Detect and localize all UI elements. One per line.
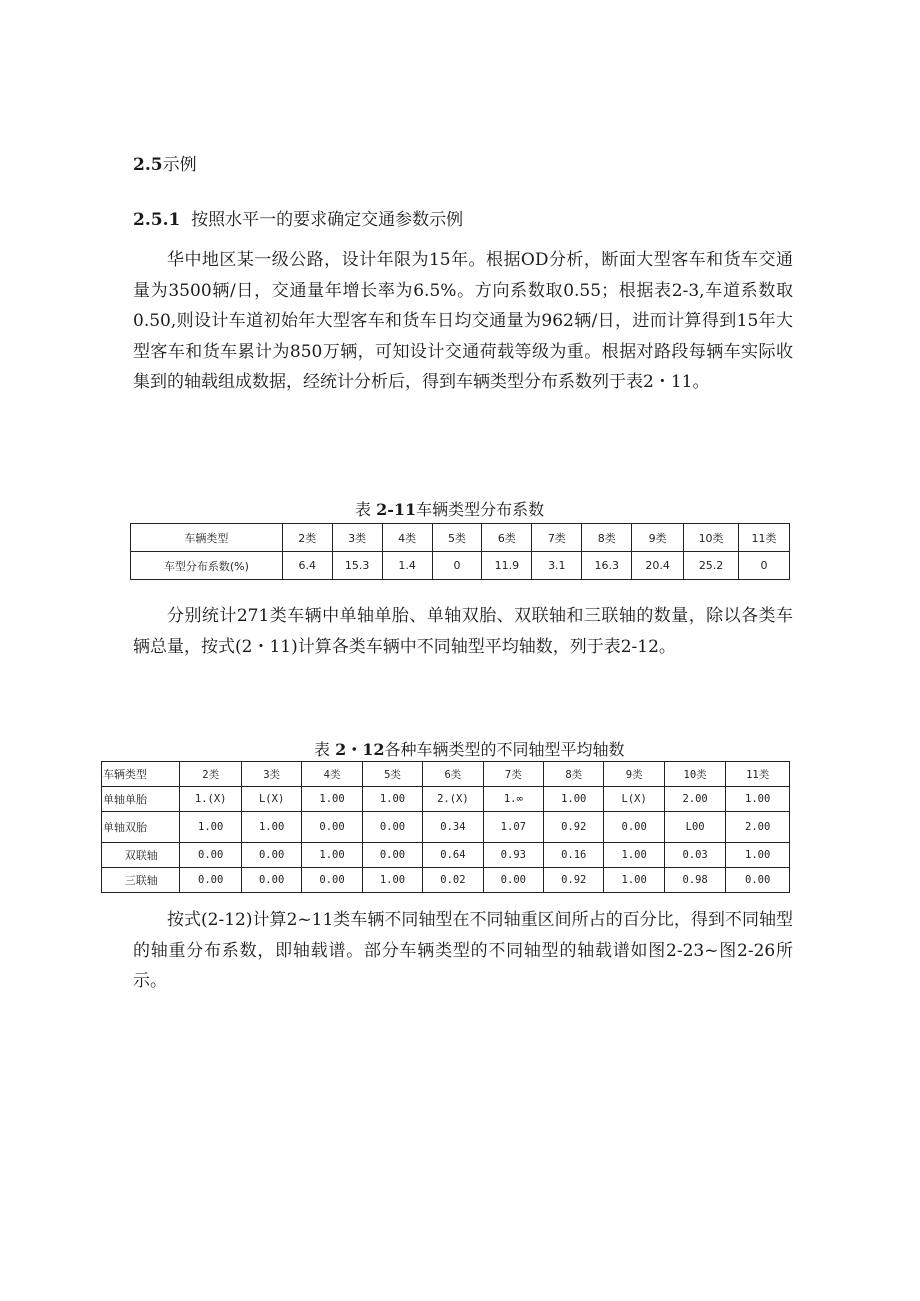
table2-cell: 1.00 (726, 843, 790, 868)
table2-header-cell: 10类 (664, 762, 725, 787)
table1-header-row (131, 524, 790, 552)
table2-cell: 1.00 (604, 843, 664, 868)
table1-caption (355, 497, 544, 520)
table1-data-row (131, 552, 790, 580)
table2-cell: 0.00 (483, 868, 543, 893)
table2-cell: 0.92 (544, 812, 604, 843)
table1-header-cell: 11类 (739, 524, 790, 552)
table2-cell: 0.92 (544, 868, 604, 893)
table2-row-label: 单轴单胎 (102, 787, 180, 812)
table2-cell: L00 (664, 812, 725, 843)
table2-row-label: 双联轴 (102, 843, 180, 868)
table2-cell: 0.16 (544, 843, 604, 868)
table2-cell: 1.00 (180, 812, 241, 843)
table2-cell: 1.(X) (180, 787, 241, 812)
table2-cell: 0.00 (302, 812, 362, 843)
table2-header-cell: 4类 (302, 762, 362, 787)
table2-cell: 0.00 (302, 868, 362, 893)
table1-header-cell: 7类 (532, 524, 582, 552)
table2-header-cell: 5类 (362, 762, 422, 787)
table2-cell: 0.03 (664, 843, 725, 868)
table1-cell: 11.9 (482, 552, 532, 580)
table1-header-cell: 10类 (684, 524, 739, 552)
table2-cell: 2.00 (664, 787, 725, 812)
table2-caption-prefix: 表 (314, 740, 336, 759)
table1-cell: 16.3 (582, 552, 632, 580)
table1-header-cell: 8类 (582, 524, 632, 552)
table2-cell: 1.∞ (483, 787, 543, 812)
paragraph-1 (133, 245, 793, 398)
table1-cell: 15.3 (332, 552, 382, 580)
table1-cell: 车型分布系数(%) (131, 552, 283, 580)
table1-cell: 1.4 (382, 552, 432, 580)
section-heading (133, 150, 197, 175)
table1-cell: 3.1 (532, 552, 582, 580)
table1-cell: 0 (432, 552, 482, 580)
table2-row-tridem-axle (102, 868, 790, 893)
table2-caption-text: 各种车辆类型的不同轴型平均轴数 (384, 740, 625, 759)
table2-cell: 0.93 (483, 843, 543, 868)
table2-header-cell: 2类 (180, 762, 241, 787)
table2-header-cell: 6类 (423, 762, 483, 787)
table2-row-label: 单轴双胎 (102, 812, 180, 843)
table2-cell: 2.(X) (423, 787, 483, 812)
table2-cell: 0.64 (423, 843, 483, 868)
table2-caption (314, 737, 625, 760)
table2-cell: L(X) (604, 787, 664, 812)
table1-caption-text: 车辆类型分布系数 (416, 500, 545, 519)
table2-cell: 0.02 (423, 868, 483, 893)
section-number: 2.5 (133, 155, 163, 175)
table2-header-row (102, 762, 790, 787)
table2-row-single-tire (102, 787, 790, 812)
table2-cell: 0.00 (362, 843, 422, 868)
table1-header-cell: 3类 (332, 524, 382, 552)
table2-cell: 0.00 (362, 812, 422, 843)
table2-cell: 0.00 (604, 812, 664, 843)
subsection-heading (133, 205, 463, 230)
table2-header-cell: 3类 (241, 762, 301, 787)
table2-cell: 0.00 (241, 868, 301, 893)
table2-row-label: 三联轴 (102, 868, 180, 893)
table2-cell: 1.00 (362, 787, 422, 812)
table2-cell: 1.00 (241, 812, 301, 843)
table1-header-cell: 4类 (382, 524, 432, 552)
table2-header-cell: 11类 (726, 762, 790, 787)
paragraph-1-text: 华中地区某一级公路，设计年限为15年。根据OD分析，断面大型客车和货车交通量为3500辆/日，交通量年增长率为6.5%。方向系数取0.55；根据表2-3,车道系数取0.50,则设计车道初始年大型客车和货车日均交通量为962辆/日，进而计算得到15年大型客车和货车累计为850万辆，可知设计交通荷载等级为重。根据对路段每辆车实际收集到的轴载组成数据，经统计分析后，得到车辆类型分布系数列于表2・11。 (133, 250, 793, 393)
section-title: 示例 (162, 155, 197, 175)
table2-cell: 0.00 (726, 868, 790, 893)
table1-header-cell: 2类 (282, 524, 332, 552)
table1-caption-prefix: 表 (355, 500, 377, 519)
table1-cell: 6.4 (282, 552, 332, 580)
table2-header-cell: 车辆类型 (102, 762, 180, 787)
table2-cell: 1.00 (604, 868, 664, 893)
table1-cell: 0 (739, 552, 790, 580)
table2-cell: 1.00 (544, 787, 604, 812)
table2-cell: 2.00 (726, 812, 790, 843)
table2-cell: L(X) (241, 787, 301, 812)
paragraph-3-text: 按式(2-12)计算2~11类车辆不同轴型在不同轴重区间所占的百分比，得到不同轴型的轴重分布系数，即轴载谱。部分车辆类型的不同轴型的轴载谱如图2-23~图2-26所示。 (133, 910, 793, 992)
subsection-title: 按照水平一的要求确定交通参数示例 (191, 210, 464, 230)
table2-row-tandem-axle (102, 843, 790, 868)
table2-caption-number: 2・12 (335, 740, 385, 759)
table1-caption-number: 2-11 (376, 500, 417, 519)
table2-header-cell: 9类 (604, 762, 664, 787)
table2-row-dual-tire (102, 812, 790, 843)
table2-cell: 1.00 (362, 868, 422, 893)
table2-cell: 0.34 (423, 812, 483, 843)
table1-header-cell: 车辆类型 (131, 524, 283, 552)
table2-cell: 0.00 (241, 843, 301, 868)
subsection-number: 2.5.1 (133, 210, 181, 230)
table1-header-cell: 9类 (632, 524, 684, 552)
table2-cell: 1.07 (483, 812, 543, 843)
table2-cell: 0.00 (180, 843, 241, 868)
paragraph-3 (133, 905, 793, 997)
table2-cell: 1.00 (726, 787, 790, 812)
table1-header-cell: 5类 (432, 524, 482, 552)
table-2-11 (130, 523, 790, 580)
table1-cell: 20.4 (632, 552, 684, 580)
paragraph-2-text: 分别统计271类车辆中单轴单胎、单轴双胎、双联轴和三联轴的数量，除以各类车辆总量，按式(2・11)计算各类车辆中不同轴型平均轴数，列于表2-12。 (133, 606, 793, 657)
table2-cell: 0.00 (180, 868, 241, 893)
table1-header-cell: 6类 (482, 524, 532, 552)
paragraph-2 (133, 601, 793, 662)
table2-header-cell: 7类 (483, 762, 543, 787)
table-2-12 (101, 761, 790, 893)
table1-cell: 25.2 (684, 552, 739, 580)
table2-cell: 1.00 (302, 787, 362, 812)
table2-cell: 1.00 (302, 843, 362, 868)
table2-header-cell: 8类 (544, 762, 604, 787)
table2-cell: 0.98 (664, 868, 725, 893)
